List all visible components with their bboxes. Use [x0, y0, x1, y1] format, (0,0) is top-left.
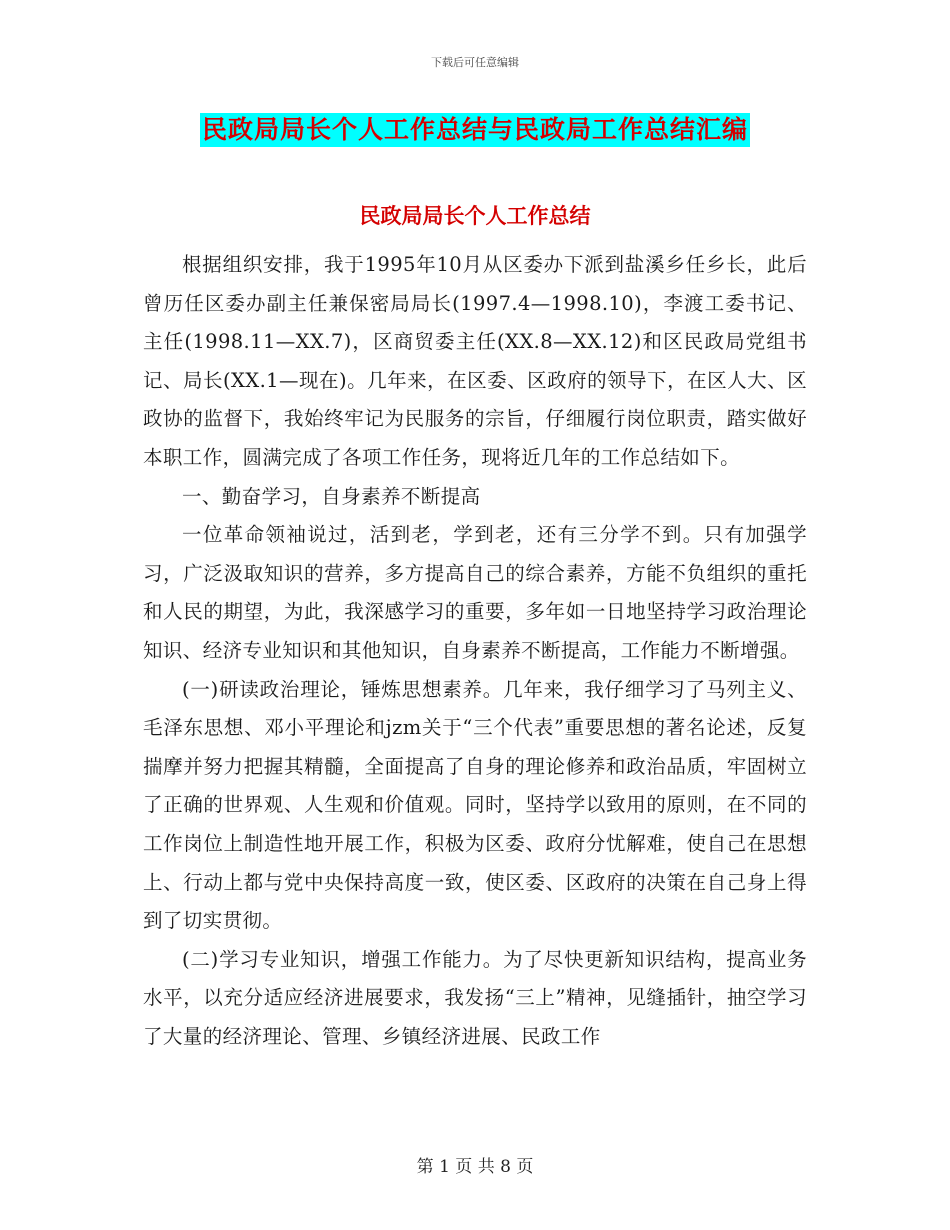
main-title-container: [0, 113, 950, 147]
page-footer-number: 第 1 页 共 8 页: [416, 1157, 534, 1177]
paragraph-intro: 根据组织安排，我于1995年10月从区委办下派到盐溪乡任乡长，此后曾历任区委办副主任兼保密局局长(1997.4—1998.10)，李渡工委书记、主任(1998.11—XX.7)，区商贸委主任(XX.8—XX.12)和区民政局党组书记、局长(XX.1—现在)。几年来，在区委、区政府的领导下，在区人大、区政协的监督下，我始终牢记为民服务的宗旨，仔细履行岗位职责，踏实做好本职工作，圆满完成了各项工作任务，现将近几年的工作总结如下。: [143, 253, 807, 469]
section-heading-study: 一、勤奋学习，自身素养不断提高: [182, 484, 481, 508]
document-body: [143, 246, 807, 1056]
paragraph-professional-knowledge: (二)学习专业知识，增强工作能力。为了尽快更新知识结构，提高业务水平，以充分适应经济进展要求，我发扬“三上”精神，见缝插针，抽空学习了大量的经济理论、管理、乡镇经济进展、民政工作: [143, 947, 807, 1048]
paragraph-political-theory: (一)研读政治理论，锤炼思想素养。几年来，我仔细学习了马列主义、毛泽东思想、邓小平理论和jzm关于“三个代表”重要思想的著名论述，反复揣摩并努力把握其精髓，全面提高了自身的理论修养和政治品质，牢固树立了正确的世界观、人生观和价值观。同时，坚持学以致用的原则，在不同的工作岗位上制造性地开展工作，积极为区委、政府分忧解难，使自己在思想上、行动上都与党中央保持高度一致，使区委、区政府的决策在自己身上得到了切实贯彻。: [143, 677, 807, 933]
sub-title: 民政局局长个人工作总结: [359, 203, 591, 228]
main-title: 民政局局长个人工作总结与民政局工作总结汇编: [200, 113, 750, 147]
page-header-note: 下载后可任意编辑: [431, 56, 519, 69]
paragraph-study: 一位革命领袖说过，活到老，学到老，还有三分学不到。只有加强学习，广泛汲取知识的营养，多方提高自己的综合素养，方能不负组织的重托和人民的期望，为此，我深感学习的重要，多年如一日地坚持学习政治理论知识、经济专业知识和其他知识，自身素养不断提高，工作能力不断增强。: [143, 523, 807, 662]
